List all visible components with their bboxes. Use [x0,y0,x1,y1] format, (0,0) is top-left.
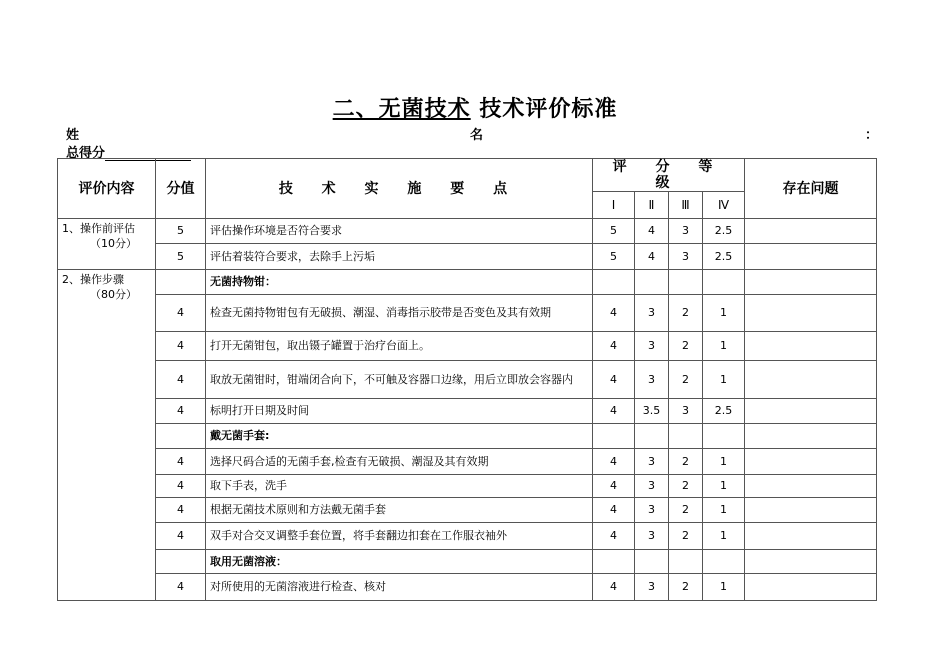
table-row [58,399,877,424]
grade-1: 4 [593,574,635,601]
category-procedure [58,270,156,601]
grade-1: 4 [593,498,635,523]
header-score: 分值 [156,159,206,219]
grade-1: 4 [593,295,635,332]
header-points: 技 术 实 施 要 点 [206,159,593,219]
grade-2: 3 [635,449,669,475]
row-text: 对所使用的无菌溶液进行检查、核对 [206,574,593,601]
grade-4: 1 [703,449,745,475]
grade-3: 2 [669,361,703,399]
name-label-left: 姓 [66,128,80,143]
row-text: 标明打开日期及时间 [206,399,593,424]
table-row [58,498,877,523]
problem-cell[interactable] [745,399,877,424]
section-title: 取用无菌溶液： [206,550,593,574]
grade-4: 1 [703,475,745,498]
row-score: 5 [156,219,206,244]
grade-3: 3 [669,219,703,244]
name-label-colon: ： [864,128,878,143]
row-score: 4 [156,361,206,399]
row-text: 打开无菌钳包，取出镊子罐置于治疗台面上。 [206,332,593,361]
name-label-mid: 名 [470,128,484,143]
level-4: Ⅳ [703,192,745,219]
grade-2: 3 [635,523,669,550]
row-score: 4 [156,449,206,475]
document-title [0,92,950,123]
problem-cell[interactable] [745,295,877,332]
row-text: 双手对合交叉调整手套位置，将手套翻边扣套在工作服衣袖外 [206,523,593,550]
table-row [58,295,877,332]
grade-3: 2 [669,523,703,550]
grade-1: 5 [593,219,635,244]
grade-2: 3 [635,574,669,601]
problem-cell[interactable] [745,498,877,523]
problem-cell[interactable] [745,523,877,550]
row-score: 4 [156,574,206,601]
grade-1: 5 [593,244,635,270]
grade-2: 3 [635,475,669,498]
problem-cell[interactable] [745,424,877,449]
row-text: 根据无菌技术原则和方法戴无菌手套 [206,498,593,523]
category-label: 2、操作步骤 [62,273,124,286]
evaluation-table [57,158,877,601]
level-3: Ⅲ [669,192,703,219]
grade-2: 3.5 [635,399,669,424]
problem-cell[interactable] [745,574,877,601]
table-row [58,244,877,270]
section-row [58,550,877,574]
grade-2: 4 [635,244,669,270]
grade-3: 2 [669,574,703,601]
problem-cell[interactable] [745,219,877,244]
grade-1: 4 [593,361,635,399]
row-text: 选择尺码合适的无菌手套,检查有无破损、潮湿及其有效期 [206,449,593,475]
name-row [66,124,878,142]
grade-1: 4 [593,332,635,361]
grade-2: 3 [635,498,669,523]
row-text: 取放无菌钳时，钳端闭合向下，不可触及容器口边缘，用后立即放会容器内 [206,361,593,399]
header-content: 评价内容 [58,159,156,219]
section-row [58,270,877,295]
problem-cell[interactable] [745,475,877,498]
title-underlined-part: 二、无菌技术 [332,97,471,122]
header-problems: 存在问题 [745,159,877,219]
table-row [58,332,877,361]
table-row [58,361,877,399]
grade-4: 1 [703,498,745,523]
grade-4: 2.5 [703,244,745,270]
row-score: 4 [156,399,206,424]
grade-2: 3 [635,332,669,361]
category-label: 1、操作前评估 [62,222,135,235]
title-rest-part: 技术评价标准 [470,97,618,122]
section-title: 戴无菌手套: [206,424,593,449]
row-text: 评估操作环境是否符合要求 [206,219,593,244]
row-score: 4 [156,295,206,332]
grade-3: 3 [669,244,703,270]
row-score: 4 [156,475,206,498]
grade-4: 1 [703,295,745,332]
grade-3: 2 [669,332,703,361]
problem-cell[interactable] [745,361,877,399]
grade-3: 2 [669,475,703,498]
grade-2: 3 [635,295,669,332]
header-grade: 评 分 等 级 [593,159,745,192]
grade-2: 3 [635,361,669,399]
row-text: 检查无菌持物钳包有无破损、潮湿、消毒指示胶带是否变色及其有效期 [206,295,593,332]
header-row-1 [58,159,877,192]
grade-4: 1 [703,574,745,601]
level-1: Ⅰ [593,192,635,219]
category-pre-assessment [58,219,156,270]
problem-cell[interactable] [745,332,877,361]
grade-1: 4 [593,399,635,424]
grade-1: 4 [593,475,635,498]
category-score: （10分） [90,237,137,250]
grade-4: 2.5 [703,219,745,244]
grade-4: 2.5 [703,399,745,424]
problem-cell[interactable] [745,270,877,295]
problem-cell[interactable] [745,449,877,475]
grade-1: 4 [593,449,635,475]
row-score: 4 [156,498,206,523]
row-score: 5 [156,244,206,270]
table-row [58,574,877,601]
table-row [58,475,877,498]
level-2: Ⅱ [635,192,669,219]
total-score-label: 总得分 [66,146,106,161]
grade-4: 1 [703,332,745,361]
problem-cell[interactable] [745,550,877,574]
table-row [58,219,877,244]
grade-4: 1 [703,523,745,550]
grade-2: 4 [635,219,669,244]
section-row [58,424,877,449]
problem-cell[interactable] [745,244,877,270]
row-text: 评估着装符合要求，去除手上污垢 [206,244,593,270]
row-score: 4 [156,332,206,361]
grade-4: 1 [703,361,745,399]
row-text: 取下手表，洗手 [206,475,593,498]
row-score: 4 [156,523,206,550]
grade-1: 4 [593,523,635,550]
grade-3: 2 [669,498,703,523]
grade-3: 2 [669,449,703,475]
table-row [58,449,877,475]
grade-3: 2 [669,295,703,332]
grade-3: 3 [669,399,703,424]
table-row [58,523,877,550]
category-score: （80分） [90,288,137,301]
section-title: 无菌持物钳： [206,270,593,295]
